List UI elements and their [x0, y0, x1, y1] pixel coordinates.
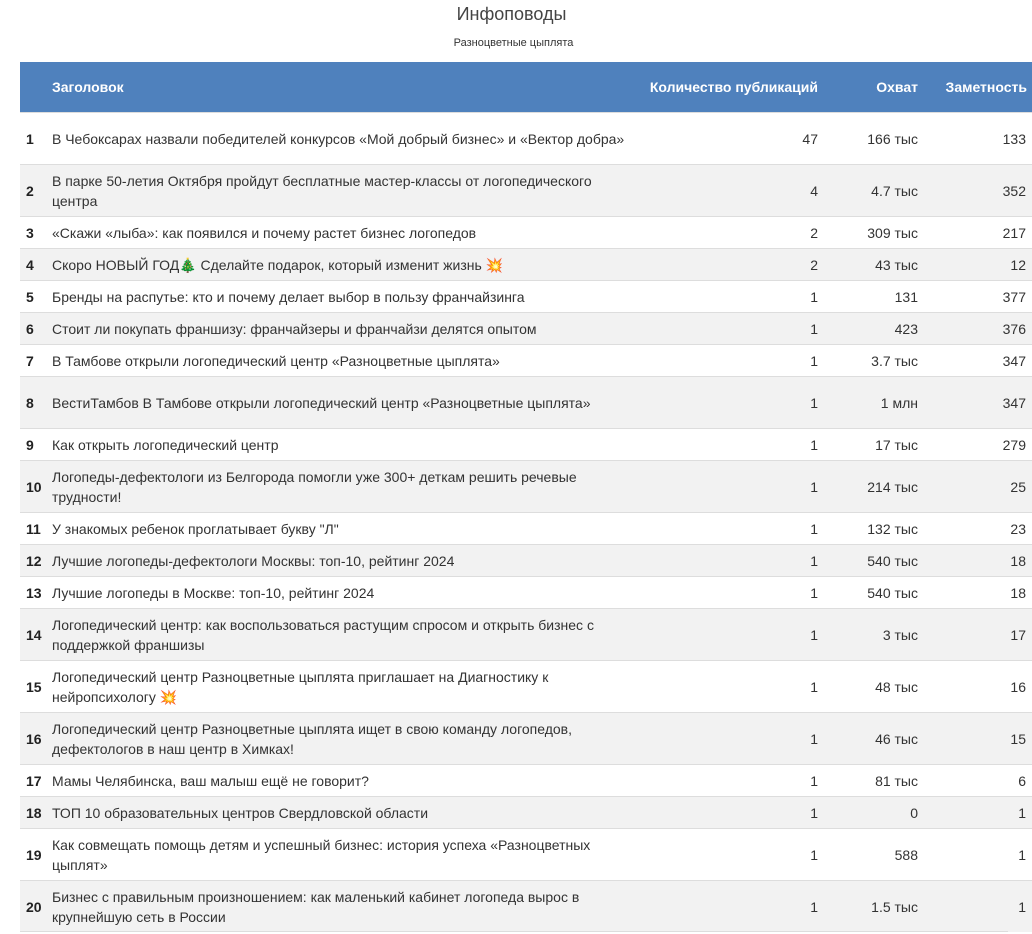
- row-reach: 81 тыс: [824, 765, 924, 797]
- table-row[interactable]: [20, 113, 1032, 165]
- row-reach: 1.5 тыс: [824, 881, 924, 933]
- table-header: [20, 62, 1032, 113]
- row-number: 11: [20, 513, 46, 545]
- row-publications: 1: [642, 765, 824, 797]
- row-visibility: 18: [924, 577, 1032, 609]
- header-reach[interactable]: Охват: [824, 62, 924, 113]
- row-title[interactable]: Мамы Челябинска, ваш малыш ещё не говорит?: [46, 765, 642, 797]
- news-table: [20, 62, 1032, 932]
- row-publications: 1: [642, 829, 824, 881]
- row-visibility: 376: [924, 313, 1032, 345]
- row-title[interactable]: Бренды на распутье: кто и почему делает выбор в пользу франчайзинга: [46, 281, 642, 313]
- row-title[interactable]: Лучшие логопеды-дефектологи Москвы: топ-10, рейтинг 2024: [46, 545, 642, 577]
- page-title: Инфоповоды: [456, 4, 567, 24]
- row-number: 8: [20, 377, 46, 429]
- row-title[interactable]: ВестиТамбов В Тамбове открыли логопедический центр «Разноцветные цыплята»: [46, 377, 642, 429]
- row-number: 14: [20, 609, 46, 661]
- row-title[interactable]: ТОП 10 образовательных центров Свердловской области: [46, 797, 642, 829]
- row-number: 4: [20, 249, 46, 281]
- row-title[interactable]: Логопеды-дефектологи из Белгорода помогли уже 300+ деткам решить речевые трудности!: [46, 461, 642, 513]
- row-publications: 1: [642, 429, 824, 461]
- header-title[interactable]: Заголовок: [46, 62, 642, 113]
- row-visibility: 15: [924, 713, 1032, 765]
- row-publications: 1: [642, 609, 824, 661]
- row-publications: 1: [642, 577, 824, 609]
- row-title[interactable]: В парке 50-летия Октября пройдут бесплатные мастер-классы от логопедического центра: [46, 165, 642, 217]
- table-row[interactable]: [20, 345, 1032, 377]
- row-publications: 2: [642, 217, 824, 249]
- row-publications: 47: [642, 113, 824, 165]
- row-reach: 214 тыс: [824, 461, 924, 513]
- row-title[interactable]: Лучшие логопеды в Москве: топ-10, рейтинг 2024: [46, 577, 642, 609]
- row-reach: 17 тыс: [824, 429, 924, 461]
- row-reach: 132 тыс: [824, 513, 924, 545]
- row-visibility: 1: [924, 797, 1032, 829]
- header-number: [20, 62, 46, 113]
- row-title[interactable]: Как открыть логопедический центр: [46, 429, 642, 461]
- row-title[interactable]: «Скажи «лыба»: как появился и почему растет бизнес логопедов: [46, 217, 642, 249]
- row-visibility: 1: [924, 881, 1032, 933]
- row-reach: 46 тыс: [824, 713, 924, 765]
- table-bottom-border: [20, 931, 1008, 932]
- table-row[interactable]: [20, 797, 1032, 829]
- row-title[interactable]: Стоит ли покупать франшизу: франчайзеры и франчайзи делятся опытом: [46, 313, 642, 345]
- row-publications: 2: [642, 249, 824, 281]
- row-number: 7: [20, 345, 46, 377]
- row-visibility: 17: [924, 609, 1032, 661]
- row-visibility: 352: [924, 165, 1032, 217]
- row-number: 13: [20, 577, 46, 609]
- table-body: [20, 113, 1032, 933]
- row-publications: 1: [642, 281, 824, 313]
- row-number: 19: [20, 829, 46, 881]
- row-number: 15: [20, 661, 46, 713]
- row-visibility: 217: [924, 217, 1032, 249]
- row-number: 5: [20, 281, 46, 313]
- row-number: 20: [20, 881, 46, 933]
- table-row[interactable]: [20, 281, 1032, 313]
- row-reach: 423: [824, 313, 924, 345]
- row-title[interactable]: Как совмещать помощь детям и успешный бизнес: история успеха «Разноцветных цыплят»: [46, 829, 642, 881]
- row-visibility: 25: [924, 461, 1032, 513]
- table-row[interactable]: [20, 545, 1032, 577]
- row-visibility: 6: [924, 765, 1032, 797]
- row-number: 6: [20, 313, 46, 345]
- row-publications: 1: [642, 881, 824, 933]
- row-title[interactable]: Логопедический центр Разноцветные цыплята ищет в свою команду логопедов, дефектологов в наш центр в Химках!: [46, 713, 642, 765]
- table-row[interactable]: [20, 609, 1032, 661]
- row-title[interactable]: Скоро НОВЫЙ ГОД🎄 Сделайте подарок, который изменит жизнь 💥: [46, 249, 642, 281]
- row-reach: 1 млн: [824, 377, 924, 429]
- header-publications[interactable]: Количество публикаций: [642, 62, 824, 113]
- row-publications: 1: [642, 313, 824, 345]
- header-visibility[interactable]: Заметность: [924, 62, 1032, 113]
- table-row[interactable]: [20, 461, 1032, 513]
- row-reach: 588: [824, 829, 924, 881]
- table-row[interactable]: [20, 765, 1032, 797]
- row-visibility: 12: [924, 249, 1032, 281]
- row-reach: 540 тыс: [824, 577, 924, 609]
- row-visibility: 279: [924, 429, 1032, 461]
- row-publications: 1: [642, 345, 824, 377]
- row-publications: 1: [642, 661, 824, 713]
- row-publications: 1: [642, 377, 824, 429]
- row-reach: 540 тыс: [824, 545, 924, 577]
- row-title[interactable]: Логопедический центр Разноцветные цыплята приглашает на Диагностику к нейропсихологу 💥: [46, 661, 642, 713]
- row-reach: 166 тыс: [824, 113, 924, 165]
- row-publications: 1: [642, 797, 824, 829]
- row-visibility: 23: [924, 513, 1032, 545]
- row-visibility: 1: [924, 829, 1032, 881]
- row-number: 10: [20, 461, 46, 513]
- row-visibility: 18: [924, 545, 1032, 577]
- table-row[interactable]: [20, 217, 1032, 249]
- table-row[interactable]: [20, 313, 1032, 345]
- row-number: 18: [20, 797, 46, 829]
- table-row[interactable]: [20, 429, 1032, 461]
- row-reach: 48 тыс: [824, 661, 924, 713]
- table-row[interactable]: [20, 881, 1032, 933]
- row-title[interactable]: Логопедический центр: как воспользоваться растущим спросом и открыть бизнес с поддержкой франшизы: [46, 609, 642, 661]
- page-subtitle: Разноцветные цыплята: [453, 37, 574, 49]
- row-reach: 43 тыс: [824, 249, 924, 281]
- row-publications: 1: [642, 513, 824, 545]
- row-visibility: 133: [924, 113, 1032, 165]
- table-row[interactable]: [20, 661, 1032, 713]
- row-title[interactable]: В Тамбове открыли логопедический центр «Разноцветные цыплята»: [46, 345, 642, 377]
- row-number: 9: [20, 429, 46, 461]
- table-row[interactable]: [20, 713, 1032, 765]
- row-visibility: 377: [924, 281, 1032, 313]
- row-number: 17: [20, 765, 46, 797]
- row-reach: 3 тыс: [824, 609, 924, 661]
- table-row[interactable]: [20, 377, 1032, 429]
- table-row[interactable]: [20, 513, 1032, 545]
- row-title[interactable]: У знакомых ребенок проглатывает букву "Л": [46, 513, 642, 545]
- table-row[interactable]: [20, 249, 1032, 281]
- row-reach: 3.7 тыс: [824, 345, 924, 377]
- table-row[interactable]: [20, 829, 1032, 881]
- row-reach: 131: [824, 281, 924, 313]
- row-title[interactable]: В Чебоксарах назвали победителей конкурсов «Мой добрый бизнес» и «Вектор добра»: [46, 113, 642, 165]
- row-number: 16: [20, 713, 46, 765]
- row-visibility: 347: [924, 345, 1032, 377]
- row-publications: 1: [642, 461, 824, 513]
- row-number: 2: [20, 165, 46, 217]
- header-row: [20, 62, 1032, 113]
- row-number: 3: [20, 217, 46, 249]
- row-publications: 4: [642, 165, 824, 217]
- row-publications: 1: [642, 545, 824, 577]
- row-publications: 1: [642, 713, 824, 765]
- row-reach: 309 тыс: [824, 217, 924, 249]
- table-row[interactable]: [20, 165, 1032, 217]
- row-visibility: 347: [924, 377, 1032, 429]
- row-number: 1: [20, 113, 46, 165]
- row-number: 12: [20, 545, 46, 577]
- table-row[interactable]: [20, 577, 1032, 609]
- row-visibility: 16: [924, 661, 1032, 713]
- row-title[interactable]: Бизнес с правильным произношением: как маленький кабинет логопеда вырос в крупнейшую сеть в России: [46, 881, 642, 933]
- row-reach: 4.7 тыс: [824, 165, 924, 217]
- row-reach: 0: [824, 797, 924, 829]
